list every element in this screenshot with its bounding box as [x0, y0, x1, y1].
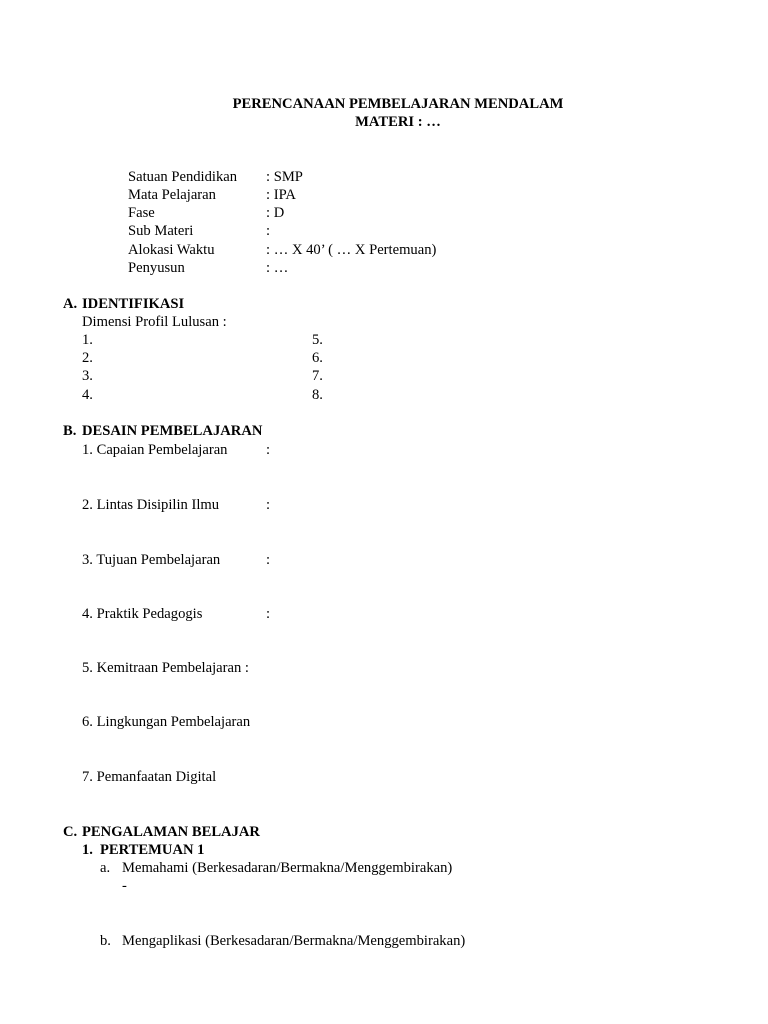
step-text: Memahami (Berkesadaran/Bermakna/Menggembirakan): [122, 860, 453, 876]
list-number: 2.: [82, 350, 93, 366]
list-number: 4.: [82, 387, 93, 403]
info-value: :: [266, 223, 271, 239]
design-item-label: 7. Pemanfaatan Digital: [82, 769, 217, 785]
design-item-label: 5. Kemitraan Pembelajaran :: [82, 660, 249, 676]
list-number: 6.: [312, 350, 323, 366]
design-item-colon: :: [266, 552, 271, 568]
info-value: : … X 40’ ( … X Pertemuan): [266, 242, 437, 258]
meeting-number: 1.: [82, 842, 93, 858]
section-subheading: Dimensi Profil Lulusan :: [82, 314, 227, 330]
section-letter: B.: [63, 423, 77, 439]
section-letter: C.: [63, 824, 78, 840]
design-item-label: 1. Capaian Pembelajaran: [82, 442, 228, 458]
design-item-colon: :: [266, 497, 271, 513]
info-label: Penyusun: [128, 260, 185, 276]
info-label: Satuan Pendidikan: [128, 169, 238, 185]
design-item-colon: :: [266, 442, 271, 458]
info-label: Fase: [128, 205, 155, 221]
section-letter: A.: [63, 296, 78, 312]
info-value: : IPA: [266, 187, 296, 203]
design-item-label: 2. Lintas Disipilin Ilmu: [82, 497, 220, 513]
section-heading: PENGALAMAN BELAJAR: [82, 824, 260, 840]
info-label: Alokasi Waktu: [128, 242, 215, 258]
design-item-label: 3. Tujuan Pembelajaran: [82, 552, 221, 568]
design-item-label: 4. Praktik Pedagogis: [82, 606, 203, 622]
design-item-colon: :: [266, 606, 271, 622]
design-item-label: 6. Lingkungan Pembelajaran: [82, 714, 251, 730]
info-value: : SMP: [266, 169, 303, 185]
section-heading: IDENTIFIKASI: [82, 296, 185, 312]
info-label: Mata Pelajaran: [128, 187, 216, 203]
info-value: : D: [266, 205, 285, 221]
step-letter: a.: [100, 860, 111, 876]
meeting-title: PERTEMUAN 1: [100, 842, 205, 858]
list-number: 7.: [312, 368, 323, 384]
list-number: 5.: [312, 332, 323, 348]
step-text: Mengaplikasi (Berkesadaran/Bermakna/Menggembirakan): [122, 933, 466, 949]
list-number: 3.: [82, 368, 93, 384]
step-letter: b.: [100, 933, 111, 949]
document-subtitle: MATERI : …: [355, 114, 441, 130]
list-number: 8.: [312, 387, 323, 403]
document-title: PERENCANAAN PEMBELAJARAN MENDALAM: [232, 96, 564, 112]
step-bullet: -: [122, 878, 127, 894]
section-heading: DESAIN PEMBELAJARAN: [82, 423, 263, 439]
list-number: 1.: [82, 332, 93, 348]
info-label: Sub Materi: [128, 223, 194, 239]
info-value: : …: [266, 260, 289, 276]
